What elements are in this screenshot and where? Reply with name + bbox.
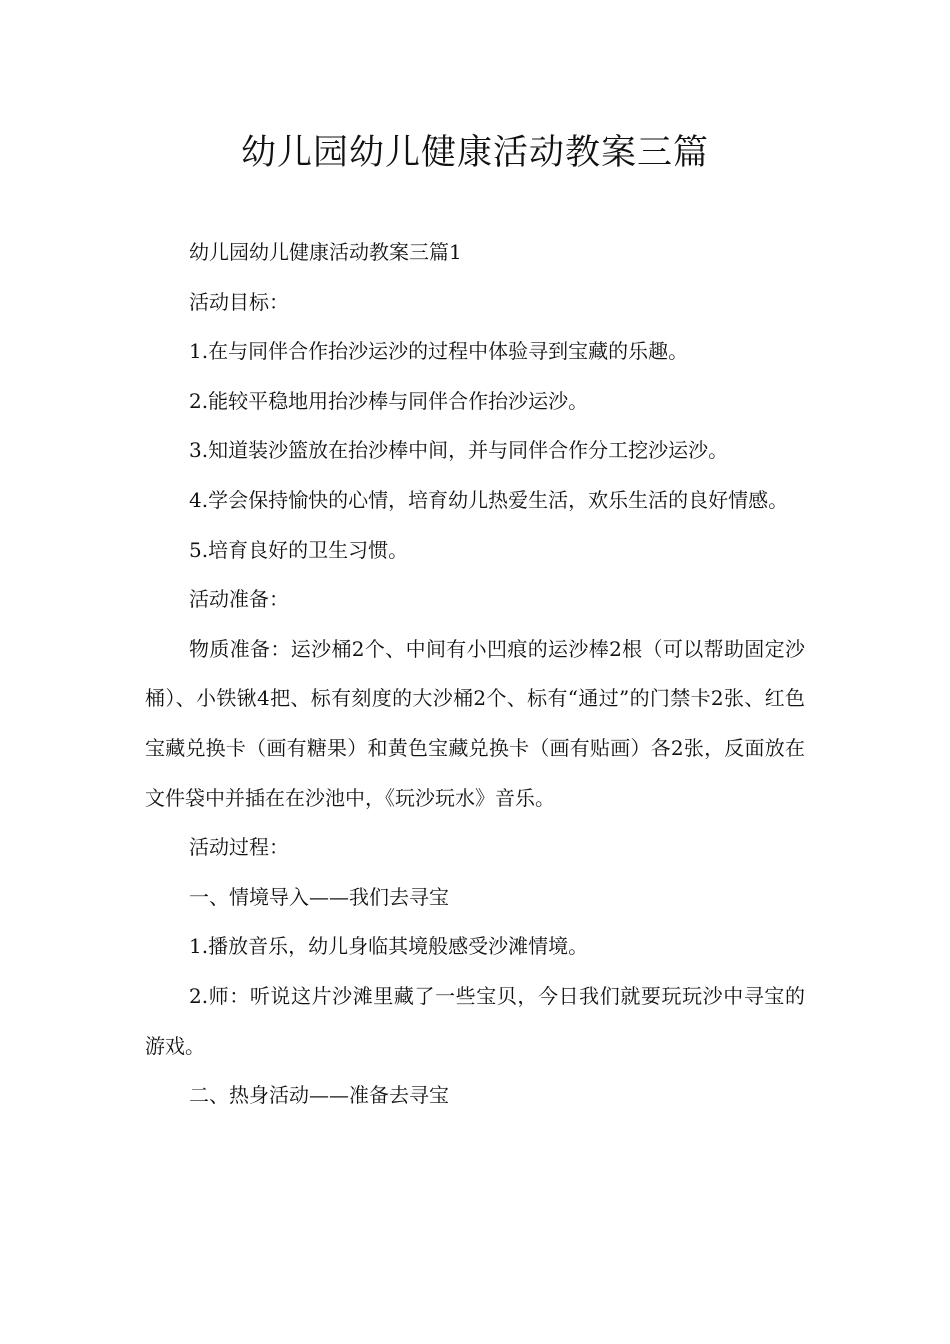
- paragraph-goal-1: 1.在与同伴合作抬沙运沙的过程中体验寻到宝藏的乐趣。: [189, 339, 689, 364]
- paragraph-prep-heading: 活动准备：: [189, 587, 289, 612]
- section-heading: 幼儿园幼儿健康活动教案三篇1: [189, 240, 462, 264]
- paragraph-materials: 物质准备：运沙桶2个、中间有小凹痕的运沙棒2根（可以帮助固定沙桶）、小铁锹4把、标有刻度的大沙桶2个、标有“通过”的门禁卡2张、红色宝藏兑换卡（画有糖果）和黄色宝藏兑换卡（画有贴画）各2张，反面放在文件袋中并插在在沙池中，《玩沙玩水》音乐。: [145, 636, 805, 810]
- paragraph-goal-2: 2.能较平稳地用抬沙棒与同伴合作抬沙运沙。: [189, 388, 589, 413]
- paragraph-step-2-heading: 二、热身活动——准备去寻宝: [189, 1083, 449, 1108]
- paragraph-step-1-1: 1.播放音乐，幼儿身临其境般感受沙滩情境。: [189, 934, 589, 959]
- document-title: 幼儿园幼儿健康活动教案三篇: [240, 133, 709, 173]
- document-body: [145, 228, 805, 1121]
- paragraph-step-1-heading: 一、情境导入——我们去寻宝: [189, 884, 449, 909]
- paragraph-goal-4: 4.学会保持愉快的心情，培育幼儿热爱生活，欢乐生活的良好情感。: [189, 487, 789, 512]
- paragraph-goal-3: 3.知道装沙篮放在抬沙棒中间，并与同伴合作分工挖沙运沙。: [189, 438, 729, 463]
- paragraph-process-heading: 活动过程：: [189, 835, 289, 860]
- paragraph-goals-heading: 活动目标：: [189, 289, 289, 314]
- paragraph-step-1-2: 2.师：听说这片沙滩里藏了一些宝贝，今日我们就要玩玩沙中寻宝的游戏。: [145, 983, 805, 1058]
- paragraph-goal-5: 5.培育良好的卫生习惯。: [189, 537, 409, 562]
